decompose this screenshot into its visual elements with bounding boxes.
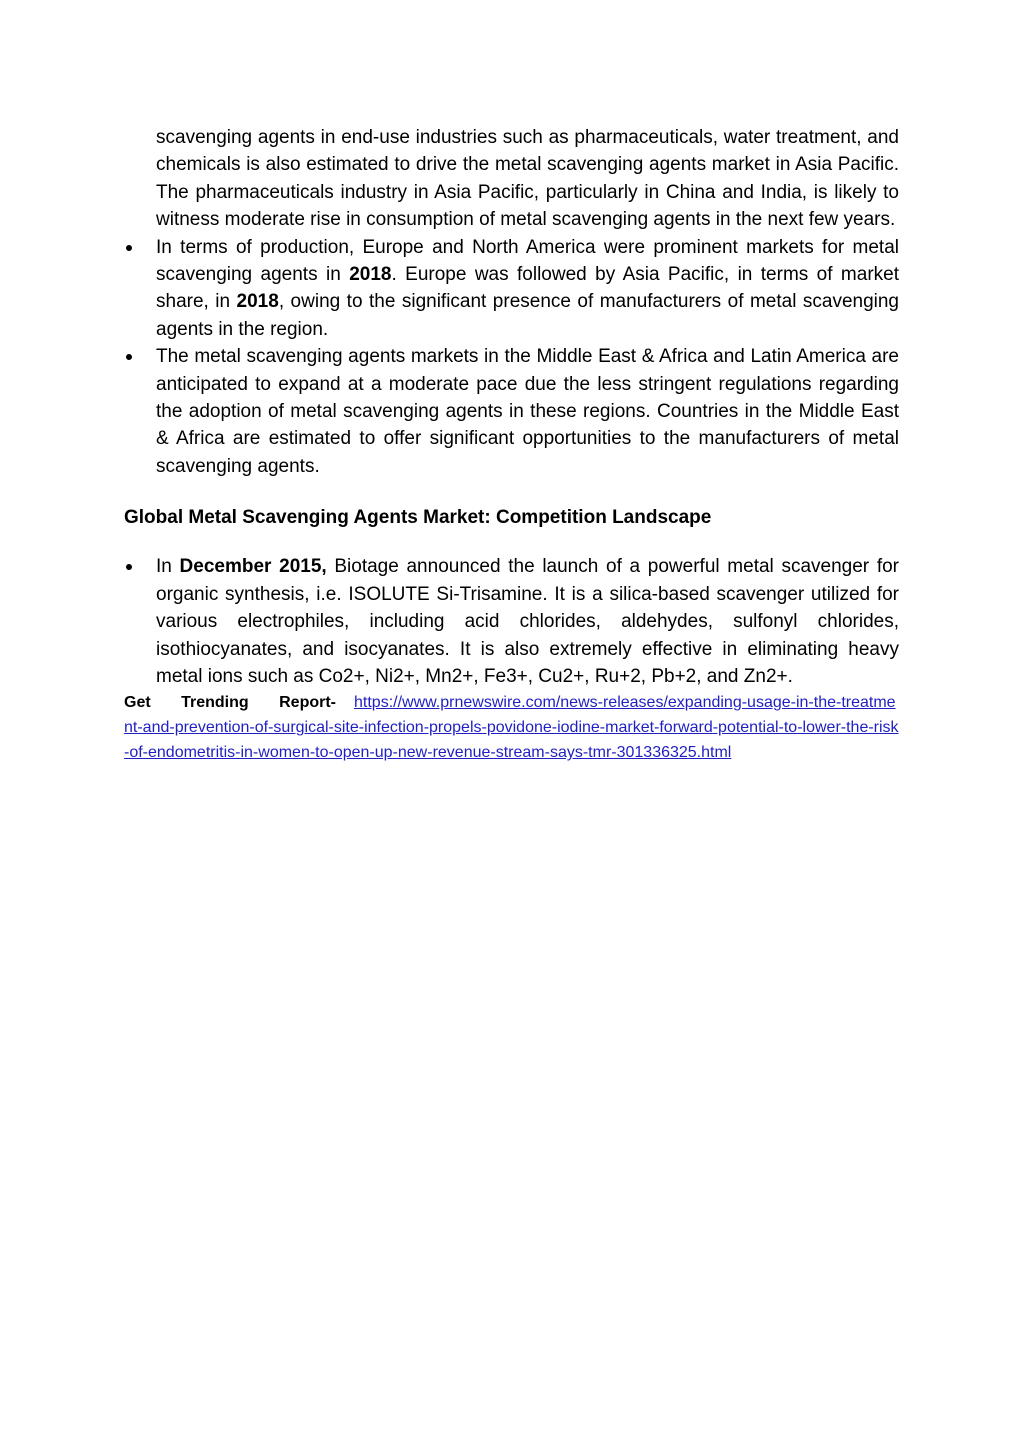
competition-text: Biotage announced the launch of a powerful metal scavenger for organic synthesis, i.e. ISOLUTE Si-Trisamine. It is a silica-based scavenger utilized for various electrophiles, including acid chlorides, aldehydes, sulfonyl chlorides, isothiocyanates, and isocyanates. It is also extremely effective in eliminating heavy metal ions such as Co2+, Ni2+, Mn2+, Fe3+, Cu2+, Ru+2, Pb+2, and Zn2+.	[156, 556, 899, 687]
trending-report	[124, 690, 899, 765]
bullet-icon	[126, 245, 132, 251]
regional-bullet-list	[124, 124, 899, 480]
competition-bullet-list	[124, 553, 899, 690]
production-text-3: , owing to the significant presence of manufacturers of metal scavenging agents in the region.	[156, 291, 899, 340]
production-year-2: 2018	[236, 291, 279, 313]
mea-text: The metal scavenging agents markets in the Middle East & Africa and Latin America are anticipated to expand at a moderate pace due the less stringent regulations regarding the adoption of metal scavenging agents in these regions. Countries in the Middle East & Africa are estimated to offer significant opportunities to the manufacturers of metal scavenging agents.	[156, 346, 899, 477]
continuation-text: scavenging agents in end-use industries such as pharmaceuticals, water treatment, and chemicals is also estimated to drive the metal scavenging agents market in Asia Pacific. The pharmaceuticals industry in Asia Pacific, particularly in China and India, is likely to witness moderate rise in consumption of metal scavenging agents in the next few years.	[156, 127, 899, 231]
production-text-1: In terms of production, Europe and North America were prominent markets for metal scavenging agents in	[156, 236, 899, 286]
list-item-mea	[124, 343, 899, 480]
list-item-competition	[124, 553, 899, 690]
production-year-1: 2018	[349, 264, 392, 286]
bullet-icon	[126, 564, 132, 570]
competition-prefix: In	[156, 556, 180, 578]
list-item-continuation	[124, 124, 899, 234]
page-content	[124, 124, 899, 765]
report-link[interactable]: https://www.prnewswire.com/news-releases/expanding-usage-in-the-treatment-and-prevention-of-surgical-site-infection-propels-povidone-iodine-market-forward-potential-to-lower-the-risk-of-endometritis-in-women-to-open-up-new-revenue-stream-says-tmr-301336325.html	[124, 694, 899, 762]
list-item-production	[124, 234, 899, 344]
report-label: Get Trending Report-	[124, 694, 336, 712]
competition-date: December 2015,	[179, 556, 327, 578]
bullet-icon	[126, 354, 132, 360]
section-heading: Global Metal Scavenging Agents Market: Competition Landscape	[124, 507, 712, 529]
production-text-2: . Europe was followed by Asia Pacific, in terms of market share, in	[156, 264, 899, 313]
